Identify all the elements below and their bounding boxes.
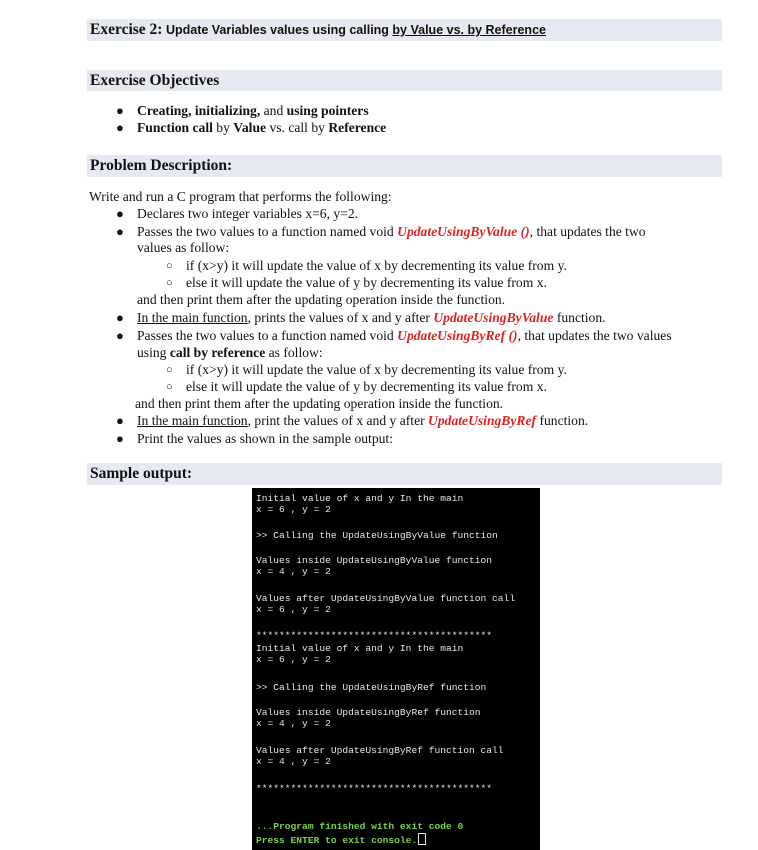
problem-item-2-sub-2: else it will update the value of y by decrementing its value from x. bbox=[186, 275, 547, 290]
terminal-line: Values after UpdateUsingByRef function call bbox=[256, 745, 504, 756]
problem-item-2-after: and then print them after the updating operation inside the function. bbox=[137, 292, 506, 307]
problem-item-2-sub-1: if (x>y) it will update the value of x by decrementing its value from y. bbox=[186, 258, 567, 273]
problem-item-6: Print the values as shown in the sample output: bbox=[137, 431, 393, 446]
circle-bullet-icon: ○ bbox=[166, 364, 173, 376]
terminal-output bbox=[252, 488, 540, 850]
terminal-line: Initial value of x and y In the main bbox=[256, 643, 464, 654]
circle-bullet-icon: ○ bbox=[166, 277, 173, 289]
problem-item-2: Passes the two values to a function named void UpdateUsingByValue (), that updates the two bbox=[137, 224, 646, 239]
bullet-icon: ● bbox=[116, 206, 124, 221]
problem-item-5: In the main function, print the values of x and y after UpdateUsingByRef function. bbox=[137, 413, 589, 428]
terminal-line: x = 6 , y = 2 bbox=[256, 654, 331, 665]
circle-bullet-icon: ○ bbox=[166, 260, 173, 272]
problem-item-1: Declares two integer variables x=6, y=2. bbox=[137, 206, 359, 221]
problem-item-4: Passes the two values to a function named void UpdateUsingByRef (), that updates the two values bbox=[137, 328, 672, 343]
terminal-line: >> Calling the UpdateUsingByRef function bbox=[256, 682, 487, 693]
problem-item-3: In the main function, prints the values of x and y after UpdateUsingByValue function. bbox=[137, 310, 606, 325]
problem-item-2-cont: values as follow: bbox=[137, 240, 230, 255]
terminal-line: Values after UpdateUsingByValue function call bbox=[256, 593, 516, 604]
terminal-line: x = 4 , y = 2 bbox=[256, 718, 331, 729]
exercise-title-bar bbox=[87, 19, 722, 41]
terminal-prompt-line: Press ENTER to exit console. bbox=[256, 833, 426, 847]
terminal-exit-line: ...Program finished with exit code 0 bbox=[256, 821, 464, 832]
objective-item-2: Function call by Value vs. call by Reference bbox=[137, 120, 387, 135]
problem-item-4-sub-2: else it will update the value of y by decrementing its value from x. bbox=[186, 379, 547, 394]
problem-item-4-after: and then print them after the updating operation inside the function. bbox=[135, 396, 504, 411]
problem-item-4-cont: using call by reference as follow: bbox=[137, 345, 323, 360]
bullet-icon: ● bbox=[116, 413, 124, 428]
cursor-icon bbox=[418, 833, 426, 845]
bullet-icon: ● bbox=[116, 120, 124, 135]
terminal-separator: ***************************************** bbox=[256, 630, 493, 641]
bullet-icon: ● bbox=[116, 431, 124, 446]
terminal-line: x = 6 , y = 2 bbox=[256, 604, 331, 615]
exercise-label: Exercise 2: bbox=[90, 21, 163, 38]
terminal-separator: ***************************************** bbox=[256, 783, 493, 794]
circle-bullet-icon: ○ bbox=[166, 381, 173, 393]
bullet-icon: ● bbox=[116, 310, 124, 325]
problem-heading: Problem Description: bbox=[87, 155, 722, 177]
exercise-title-underlined: by Value vs. by Reference bbox=[392, 23, 546, 37]
objectives-heading: Exercise Objectives bbox=[87, 70, 722, 91]
terminal-line: Initial value of x and y In the main bbox=[256, 493, 464, 504]
sample-output-heading: Sample output: bbox=[87, 463, 722, 485]
objective-item-1: Creating, initializing, and using pointers bbox=[137, 103, 369, 118]
bullet-icon: ● bbox=[116, 103, 124, 118]
bullet-icon: ● bbox=[116, 224, 124, 239]
terminal-line: >> Calling the UpdateUsingByValue function bbox=[256, 530, 498, 541]
exercise-title: Update Variables values using calling bbox=[165, 23, 393, 37]
terminal-line: x = 4 , y = 2 bbox=[256, 756, 331, 767]
terminal-line: x = 4 , y = 2 bbox=[256, 566, 331, 577]
problem-item-4-sub-1: if (x>y) it will update the value of x by decrementing its value from y. bbox=[186, 362, 567, 377]
terminal-line: Values inside UpdateUsingByRef function bbox=[256, 707, 481, 718]
terminal-line: x = 6 , y = 2 bbox=[256, 504, 331, 515]
terminal-line: Values inside UpdateUsingByValue function bbox=[256, 555, 493, 566]
problem-intro: Write and run a C program that performs the following: bbox=[89, 189, 392, 204]
bullet-icon: ● bbox=[116, 328, 124, 343]
